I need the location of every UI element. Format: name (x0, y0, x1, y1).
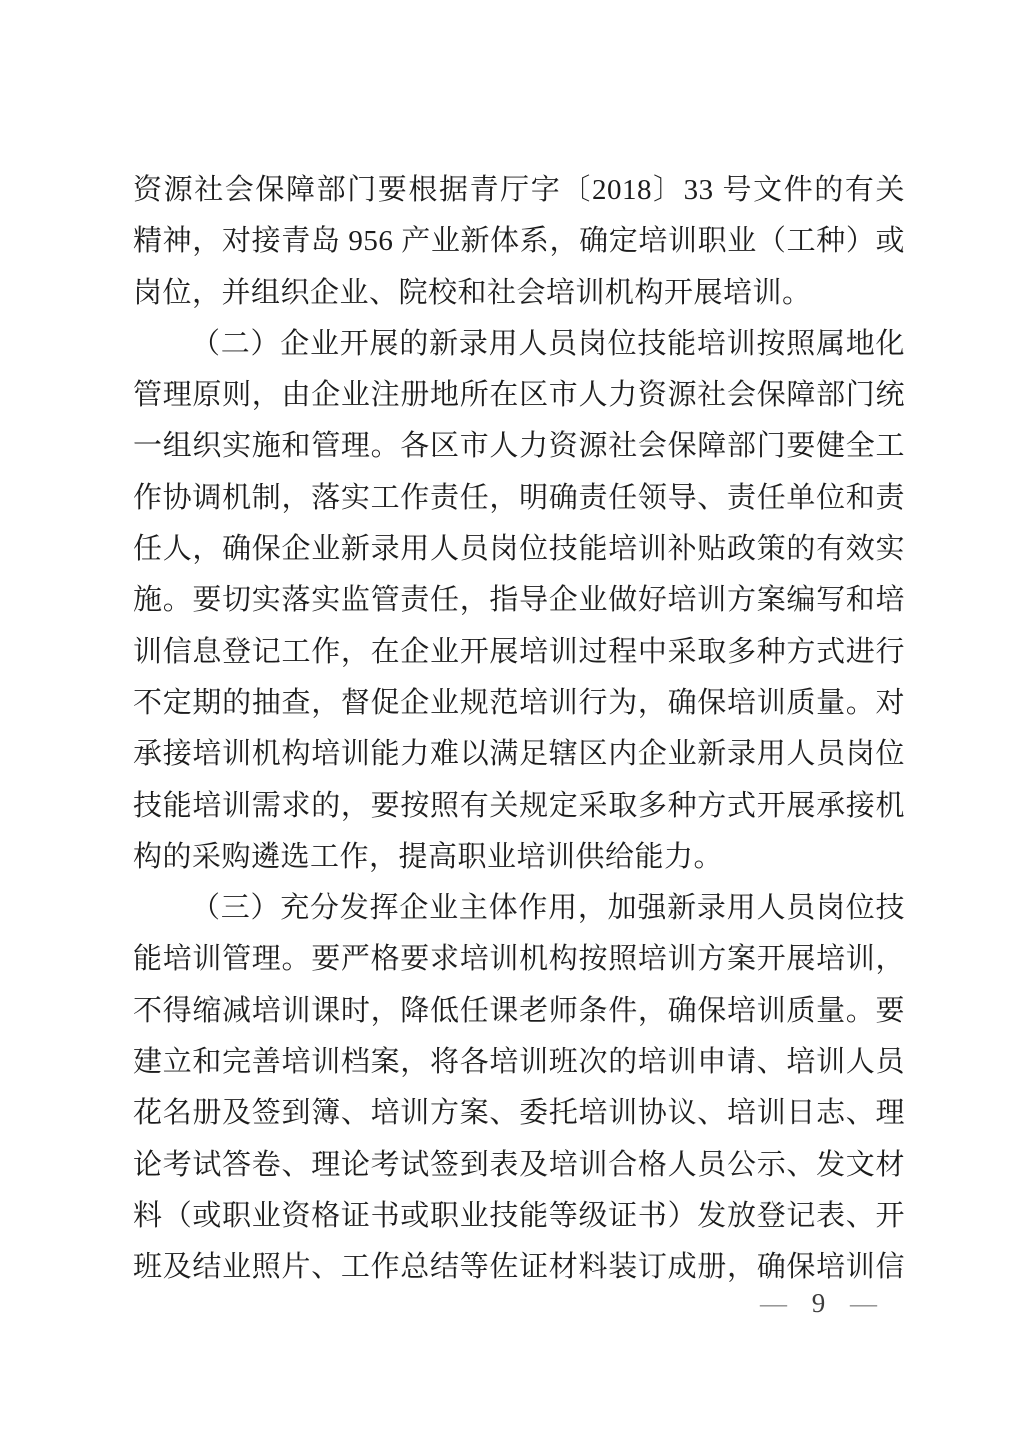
page-number-dash-left: — (760, 1288, 787, 1318)
text-line: （二）企业开展的新录用人员岗位技能培训按照属地化 (191, 327, 905, 360)
document-body (133, 165, 905, 1294)
text-line: 训信息登记工作，在企业开展培训过程中采取多种方式进行 (133, 635, 905, 668)
text-line: 一组织实施和管理。各区市人力资源社会保障部门要健全工 (133, 430, 905, 463)
text-line: 精神，对接青岛 956 产业新体系，确定培训职业（工种）或 (133, 225, 905, 258)
page-number-dash-right: — (850, 1288, 877, 1318)
page-footer (760, 1288, 877, 1318)
text-line: 任人，确保企业新录用人员岗位技能培训补贴政策的有效实 (133, 533, 905, 566)
text-line: 能培训管理。要严格要求培训机构按照培训方案开展培训， (133, 943, 905, 976)
text-line: 花名册及签到簿、培训方案、委托培训协议、培训日志、理 (133, 1097, 905, 1130)
text-line: 作协调机制，落实工作责任，明确责任领导、责任单位和责 (133, 481, 905, 514)
text-line: 管理原则，由企业注册地所在区市人力资源社会保障部门统 (133, 379, 905, 412)
text-line: 班及结业照片、工作总结等佐证材料装订成册，确保培训信 (133, 1251, 905, 1284)
text-line: 岗位，并组织企业、院校和社会培训机构开展培训。 (133, 276, 812, 309)
text-line: 技能培训需求的，要按照有关规定采取多种方式开展承接机 (133, 789, 905, 822)
text-line: 论考试答卷、理论考试签到表及培训合格人员公示、发文材 (133, 1148, 905, 1181)
text-line: 承接培训机构培训能力难以满足辖区内企业新录用人员岗位 (133, 738, 905, 771)
paragraph (133, 883, 905, 1293)
text-line: 建立和完善培训档案，将各培训班次的培训申请、培训人员 (133, 1046, 905, 1079)
text-line: 不得缩减培训课时，降低任课老师条件，确保培训质量。要 (133, 994, 905, 1027)
paragraph (133, 165, 905, 319)
text-line: 构的采购遴选工作，提高职业培训供给能力。 (133, 840, 724, 873)
text-line: 料（或职业资格证书或职业技能等级证书）发放登记表、开 (133, 1199, 905, 1232)
text-line: 施。要切实落实监管责任，指导企业做好培训方案编写和培 (133, 584, 905, 617)
text-line: 资源社会保障部门要根据青厅字〔2018〕33 号文件的有关 (133, 174, 905, 206)
text-line: 不定期的抽查，督促企业规范培训行为，确保培训质量。对 (133, 686, 905, 719)
paragraph (133, 319, 905, 883)
text-line: （三）充分发挥企业主体作用，加强新录用人员岗位技 (191, 892, 905, 925)
page-number: 9 (811, 1288, 826, 1318)
